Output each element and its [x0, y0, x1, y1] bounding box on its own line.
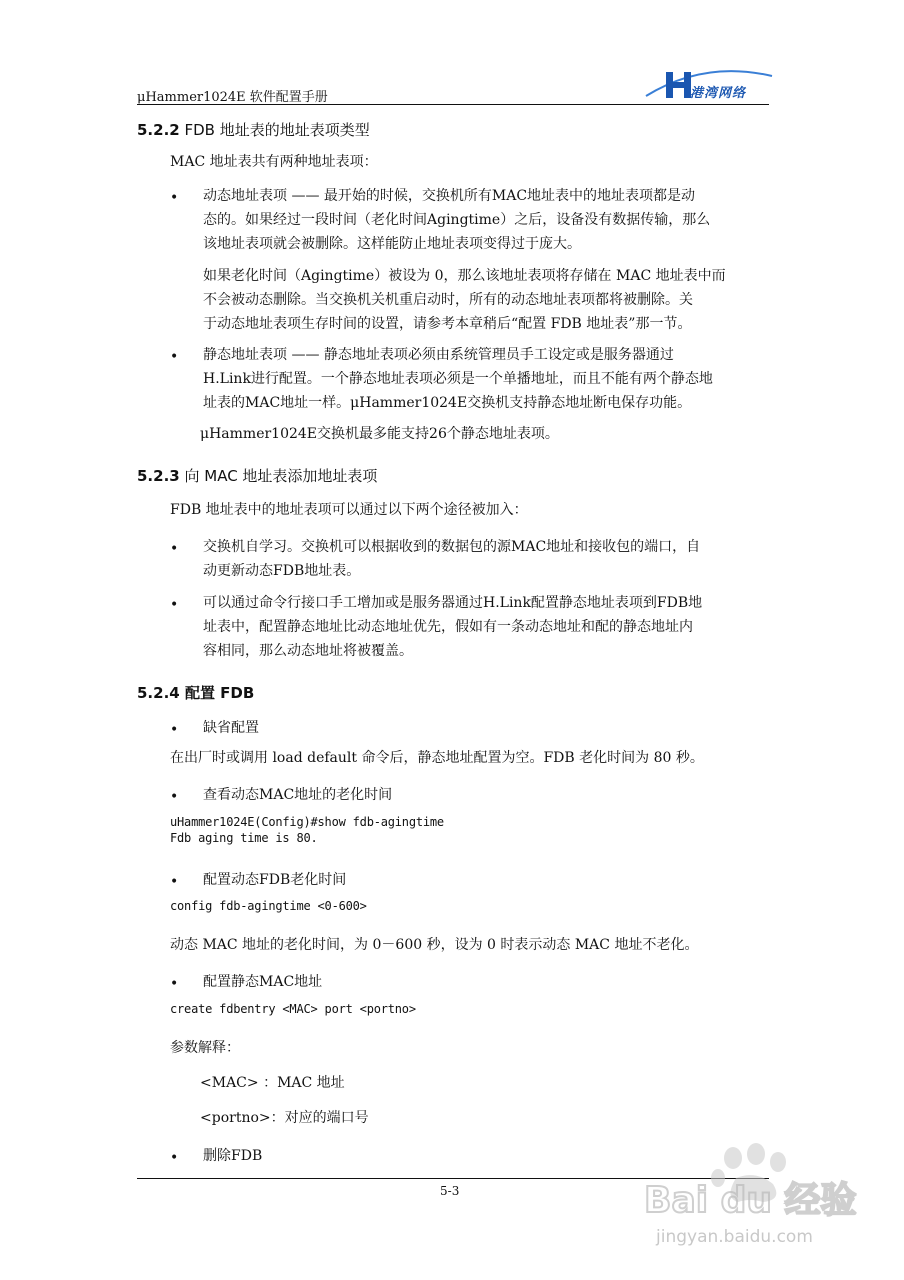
section-title: 配置 FDB — [179, 684, 255, 702]
label-default-config: 缺省配置 — [203, 720, 259, 736]
bullet-icon: • — [170, 874, 179, 890]
text-line: 静态地址表项 —— 静态地址表项必须由系统管理员手工设定或是服务器通过 — [203, 347, 674, 363]
header-manual-title: μHammer1024E 软件配置手册 — [137, 90, 328, 105]
header-divider — [137, 104, 769, 105]
section-heading-5-2-2 — [137, 119, 370, 140]
paragraph-static-note: μHammer1024E交换机最多能支持26个静态地址表项。 — [200, 426, 559, 442]
text-line: 态的。如果经过一段时间（老化时间Agingtime）之后，设备没有数据传输，那么 — [203, 212, 711, 228]
text-line: H.Link进行配置。一个静态地址表项必须是一个单播地址，而且不能有两个静态地 — [203, 371, 713, 387]
bullet-icon: • — [170, 789, 179, 805]
bullet-icon: • — [170, 597, 179, 613]
page-number: 5-3 — [440, 1184, 460, 1198]
code-line: Fdb aging time is 80. — [170, 831, 318, 845]
section-heading-5-2-4 — [137, 682, 254, 703]
code-block-view-aging — [170, 814, 444, 846]
paragraph-dynamic-note — [203, 264, 726, 336]
watermark-url: jingyan.baidu.com — [656, 1227, 813, 1247]
text-line: 动更新动态FDB地址表。 — [203, 563, 361, 579]
paragraph-aging-range: 动态 MAC 地址的老化时间，为 0－600 秒，设为 0 时表示动态 MAC 地址不老化。 — [170, 937, 699, 953]
bullet-icon: • — [170, 976, 179, 992]
section-heading-5-2-3 — [137, 465, 377, 486]
param-mac: <MAC> ：MAC 地址 — [200, 1075, 345, 1091]
logo-text: 港湾网络 — [690, 86, 747, 101]
param-portno: <portno>：对应的端口号 — [200, 1110, 369, 1126]
section-number: 5.2.3 — [137, 467, 180, 485]
label-delete-fdb: 删除FDB — [203, 1148, 263, 1164]
paragraph-dynamic-entry — [203, 184, 710, 256]
paragraph-self-learning — [203, 535, 700, 583]
text-line: 可以通过命令行接口手工增加或是服务器通过H.Link配置静态地址表项到FDB地 — [203, 595, 703, 611]
bullet-icon: • — [170, 349, 179, 365]
text-line: 如果老化时间（Agingtime）被设为 0，那么该地址表项将存储在 MAC 地址表中而 — [203, 268, 726, 284]
label-config-aging: 配置动态FDB老化时间 — [203, 872, 347, 888]
text-line: 于动态地址表项生存时间的设置，请参考本章稍后“配置 FDB 地址表”那一节。 — [203, 316, 692, 332]
text-line: 容相同，那么动态地址将被覆盖。 — [203, 643, 413, 659]
label-parameters: 参数解释： — [170, 1040, 240, 1056]
label-view-aging: 查看动态MAC地址的老化时间 — [203, 787, 393, 803]
text-line: 该地址表项就会被删除。这样能防止地址表项变得过于庞大。 — [203, 236, 581, 252]
baidu-watermark — [638, 1140, 878, 1270]
label-config-static: 配置静态MAC地址 — [203, 974, 323, 990]
text-line: 址表中，配置静态地址比动态地址优先，假如有一条动态地址和配的静态地址内 — [203, 619, 693, 635]
bullet-icon: • — [170, 190, 179, 206]
code-config-aging: config fdb-agingtime <0-600> — [170, 899, 367, 913]
paragraph-default-config: 在出厂时或调用 load default 命令后，静态地址配置为空。FDB 老化时间为 80 秒。 — [170, 750, 704, 766]
text-line: 不会被动态删除。当交换机关机重启动时，所有的动态地址表项都将被删除。关 — [203, 292, 693, 308]
paragraph-intro: FDB 地址表中的地址表项可以通过以下两个途径被加入： — [170, 502, 528, 518]
section-number: 5.2.4 — [137, 684, 180, 702]
text-line: 址表的MAC地址一样。μHammer1024E交换机支持静态地址断电保存功能。 — [203, 395, 692, 411]
bullet-icon: • — [170, 541, 179, 557]
paragraph-intro: MAC 地址表共有两种地址表项： — [170, 154, 378, 170]
code-line: uHammer1024E(Config)#show fdb-agingtime — [170, 815, 444, 829]
text-line: 交换机自学习。交换机可以根据收到的数据包的源MAC地址和接收包的端口，自 — [203, 539, 701, 555]
paragraph-manual-add — [203, 591, 702, 663]
bullet-icon: • — [170, 722, 179, 738]
code-create-fdbentry: create fdbentry <MAC> port <portno> — [170, 1002, 416, 1016]
section-title: FDB 地址表的地址表项类型 — [179, 121, 370, 139]
section-number: 5.2.2 — [137, 121, 180, 139]
watermark-brand: Bai du 经验 — [644, 1180, 857, 1221]
text-line: 动态地址表项 —— 最开始的时候，交换机所有MAC地址表中的地址表项都是动 — [203, 188, 696, 204]
section-title: 向 MAC 地址表添加地址表项 — [179, 467, 378, 485]
paragraph-static-entry — [203, 343, 713, 415]
bullet-icon: • — [170, 1150, 179, 1166]
